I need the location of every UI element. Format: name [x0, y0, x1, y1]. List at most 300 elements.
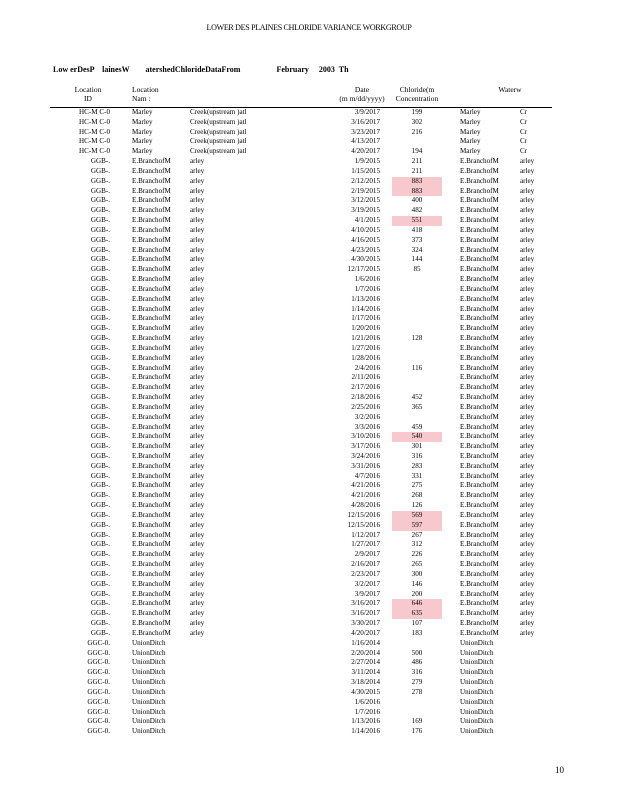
cell-chloride: 418 — [411, 225, 423, 234]
cell-location-name-cont: arley — [190, 422, 205, 431]
cell-location-name: Marley — [132, 117, 153, 126]
cell-waterway-cont: arley — [520, 275, 535, 284]
cell-location-name: E.BranchofM — [132, 520, 171, 529]
cell-location-id: GGC-0. — [87, 717, 110, 726]
table-row — [50, 472, 552, 482]
table-row — [50, 423, 552, 433]
cell-location-name-cont: arley — [190, 471, 205, 480]
cell-location-id: GGB-. — [90, 324, 110, 333]
cell-location-name: E.BranchofM — [132, 324, 171, 333]
cell-location-name-cont: arley — [190, 520, 205, 529]
cell-waterway-cont: arley — [520, 255, 535, 264]
cell-date: 1/12/2017 — [351, 530, 380, 539]
header-date: Date (m m/dd/yyyy) — [339, 85, 385, 103]
cell-waterway: E.BranchofM — [460, 304, 499, 313]
cell-location-id: GGC-0. — [87, 697, 110, 706]
table-caption: Low erDesP lainesW atershedChlorideDataFrom February 2003 Th — [53, 65, 349, 74]
cell-date: 1/28/2016 — [351, 353, 380, 362]
table-row — [50, 265, 552, 275]
cell-location-id: GGB-. — [90, 451, 110, 460]
table-row — [50, 481, 552, 491]
cell-location-id: GGB-. — [90, 520, 110, 529]
cell-waterway: E.BranchofM — [460, 491, 499, 500]
cell-chloride: 85 — [413, 265, 421, 274]
cell-waterway-cont: arley — [520, 569, 535, 578]
table-row — [50, 491, 552, 501]
cell-waterway-cont: arley — [520, 471, 535, 480]
cell-waterway: E.BranchofM — [460, 550, 499, 559]
cell-location-name-cont: arley — [190, 501, 205, 510]
cell-location-id: GGB-. — [90, 304, 110, 313]
cell-waterway: E.BranchofM — [460, 314, 499, 323]
cell-waterway: E.BranchofM — [460, 343, 499, 352]
cell-location-id: GGC-0. — [87, 678, 110, 687]
cell-date: 3/19/2015 — [351, 206, 380, 215]
cell-chloride: 486 — [411, 658, 423, 667]
cell-location-id: GGB-. — [90, 393, 110, 402]
cell-location-name: Marley — [132, 127, 153, 136]
cell-chloride: 452 — [411, 393, 423, 402]
cell-location-name: E.BranchofM — [132, 510, 171, 519]
cell-location-id: GGB-. — [90, 560, 110, 569]
table-row — [50, 619, 552, 629]
cell-waterway-cont: arley — [520, 186, 535, 195]
cell-chloride: 482 — [411, 206, 423, 215]
cell-waterway: E.BranchofM — [460, 569, 499, 578]
cell-waterway-cont: arley — [520, 324, 535, 333]
cell-waterway: E.BranchofM — [460, 461, 499, 470]
cell-chloride: 316 — [411, 451, 423, 460]
cell-location-id: GGB-. — [90, 569, 110, 578]
cell-location-name-cont: arley — [190, 461, 205, 470]
cell-location-name-cont: arley — [190, 255, 205, 264]
cell-location-id: GGB-. — [90, 550, 110, 559]
cell-location-name-cont: arley — [190, 402, 205, 411]
cell-location-name-cont: Creek(upstream )atl — [190, 137, 247, 146]
cell-chloride: 200 — [411, 589, 423, 598]
cell-waterway-cont: arley — [520, 245, 535, 254]
table-row — [50, 196, 552, 206]
table-row — [50, 246, 552, 256]
table-row — [50, 236, 552, 246]
cell-location-name-cont: arley — [190, 166, 205, 175]
cell-waterway: E.BranchofM — [460, 402, 499, 411]
data-table-body — [50, 108, 552, 737]
cell-location-id: GGB-. — [90, 422, 110, 431]
cell-location-name-cont: arley — [190, 530, 205, 539]
header-location-name: Location Nam : — [132, 85, 159, 103]
cell-location-id: GGB-. — [90, 284, 110, 293]
cell-date: 1/9/2015 — [354, 157, 380, 166]
cell-location-id: GGB-. — [90, 176, 110, 185]
cell-location-id: GGB-. — [90, 619, 110, 628]
cell-date: 4/10/2015 — [351, 225, 380, 234]
cell-location-name-cont: arley — [190, 589, 205, 598]
cell-date: 3/24/2016 — [351, 451, 380, 460]
cell-location-name: E.BranchofM — [132, 314, 171, 323]
cell-waterway-cont: arley — [520, 510, 535, 519]
cell-location-name-cont: arley — [190, 491, 205, 500]
header-waterway: Waterw — [498, 85, 522, 94]
cell-location-id: GGB-. — [90, 225, 110, 234]
table-row — [50, 157, 552, 167]
cell-chloride: 551 — [392, 216, 442, 226]
cell-chloride: 211 — [411, 166, 423, 175]
cell-location-name: E.BranchofM — [132, 402, 171, 411]
cell-location-name: E.BranchofM — [132, 383, 171, 392]
cell-location-id: HC-M C-0 — [79, 147, 110, 156]
cell-chloride: 226 — [411, 550, 423, 559]
cell-location-id: GGB-. — [90, 363, 110, 372]
table-row — [50, 570, 552, 580]
cell-waterway: E.BranchofM — [460, 481, 499, 490]
cell-date: 2/19/2015 — [351, 186, 380, 195]
cell-chloride: 107 — [411, 619, 423, 628]
cell-waterway-cont: arley — [520, 599, 535, 608]
table-row — [50, 137, 552, 147]
cell-waterway: UnionDitch — [460, 678, 494, 687]
cell-location-id: GGB-. — [90, 628, 110, 637]
cell-chloride: 211 — [411, 157, 423, 166]
cell-location-id: GGB-. — [90, 294, 110, 303]
cell-location-id: GGB-. — [90, 206, 110, 215]
table-row — [50, 364, 552, 374]
cell-location-name-cont: arley — [190, 216, 205, 225]
cell-waterway-cont: arley — [520, 422, 535, 431]
cell-location-id: GGB-. — [90, 530, 110, 539]
cell-location-id: GGB-. — [90, 216, 110, 225]
cell-date: 4/30/2015 — [351, 255, 380, 264]
table-row — [50, 629, 552, 639]
header-chloride: Chloride(m Concentration — [395, 85, 439, 103]
cell-date: 4/21/2016 — [351, 491, 380, 500]
cell-location-id: GGB-. — [90, 461, 110, 470]
cell-date: 2/25/2016 — [351, 402, 380, 411]
cell-waterway: E.BranchofM — [460, 255, 499, 264]
cell-chloride: 216 — [411, 127, 423, 136]
cell-waterway: E.BranchofM — [460, 294, 499, 303]
cell-location-id: GGC-0. — [87, 668, 110, 677]
cell-location-name-cont: Creek(upstream )atl — [190, 117, 247, 126]
cell-date: 1/20/2016 — [351, 324, 380, 333]
cell-chloride: 301 — [411, 442, 423, 451]
cell-waterway-cont: arley — [520, 402, 535, 411]
cell-location-id: GGB-. — [90, 481, 110, 490]
cell-chloride: 128 — [411, 334, 423, 343]
table-row — [50, 285, 552, 295]
cell-location-name: E.BranchofM — [132, 471, 171, 480]
cell-date: 3/9/2017 — [354, 589, 380, 598]
cell-waterway-cont: arley — [520, 304, 535, 313]
cell-chloride: 183 — [411, 628, 423, 637]
cell-chloride: 268 — [411, 491, 423, 500]
cell-location-id: GGB-. — [90, 245, 110, 254]
cell-location-name: E.BranchofM — [132, 245, 171, 254]
cell-location-name: E.BranchofM — [132, 412, 171, 421]
cell-location-name-cont: arley — [190, 363, 205, 372]
cell-location-id: HC-M C-0 — [79, 108, 110, 116]
cell-location-name: UnionDitch — [132, 707, 166, 716]
cell-location-name: E.BranchofM — [132, 304, 171, 313]
cell-location-name-cont: arley — [190, 157, 205, 166]
table-row — [50, 383, 552, 393]
cell-waterway: E.BranchofM — [460, 284, 499, 293]
table-row — [50, 649, 552, 659]
cell-chloride: 883 — [392, 177, 442, 187]
cell-waterway-cont: arley — [520, 235, 535, 244]
cell-waterway: E.BranchofM — [460, 560, 499, 569]
cell-location-id: GGB-. — [90, 255, 110, 264]
cell-location-name-cont: arley — [190, 373, 205, 382]
cell-waterway-cont: arley — [520, 314, 535, 323]
cell-location-id: GGB-. — [90, 235, 110, 244]
cell-location-name: UnionDitch — [132, 727, 166, 736]
table-row — [50, 295, 552, 305]
cell-location-name: E.BranchofM — [132, 363, 171, 372]
cell-location-id: GGB-. — [90, 540, 110, 549]
table-row — [50, 216, 552, 226]
cell-location-name: E.BranchofM — [132, 560, 171, 569]
cell-waterway: E.BranchofM — [460, 235, 499, 244]
cell-waterway: E.BranchofM — [460, 324, 499, 333]
cell-date: 2/16/2017 — [351, 560, 380, 569]
table-row — [50, 540, 552, 550]
cell-waterway-cont: arley — [520, 628, 535, 637]
cell-waterway: UnionDitch — [460, 727, 494, 736]
cell-waterway: E.BranchofM — [460, 579, 499, 588]
cell-date: 12/17/2015 — [347, 265, 380, 274]
table-row — [50, 108, 552, 118]
cell-waterway: E.BranchofM — [460, 216, 499, 225]
cell-date: 2/17/2016 — [351, 383, 380, 392]
cell-location-name: Marley — [132, 147, 153, 156]
cell-date: 3/16/2017 — [351, 117, 380, 126]
cell-date: 4/20/2017 — [351, 628, 380, 637]
cell-chloride: 312 — [411, 540, 423, 549]
cell-waterway: Marley — [460, 108, 481, 116]
cell-location-name: UnionDitch — [132, 658, 166, 667]
cell-location-name-cont: arley — [190, 265, 205, 274]
cell-location-name: E.BranchofM — [132, 284, 171, 293]
cell-location-name: E.BranchofM — [132, 334, 171, 343]
cell-waterway-cont: arley — [520, 432, 535, 441]
cell-chloride: 569 — [392, 511, 442, 521]
cell-waterway: E.BranchofM — [460, 363, 499, 372]
cell-location-id: GGB-. — [90, 196, 110, 205]
table-row — [50, 688, 552, 698]
cell-date: 2/9/2017 — [354, 550, 380, 559]
cell-waterway-cont: arley — [520, 609, 535, 618]
cell-date: 1/7/2016 — [354, 707, 380, 716]
cell-date: 1/17/2016 — [351, 314, 380, 323]
cell-location-name-cont: arley — [190, 383, 205, 392]
cell-waterway: UnionDitch — [460, 638, 494, 647]
cell-waterway-cont: Cr — [520, 137, 528, 146]
table-row — [50, 314, 552, 324]
cell-date: 3/16/2017 — [351, 599, 380, 608]
cell-location-name-cont: arley — [190, 314, 205, 323]
cell-location-name-cont: arley — [190, 481, 205, 490]
cell-location-name: E.BranchofM — [132, 206, 171, 215]
table-row — [50, 511, 552, 521]
cell-waterway-cont: arley — [520, 353, 535, 362]
cell-waterway: E.BranchofM — [460, 442, 499, 451]
cell-location-name-cont: arley — [190, 412, 205, 421]
cell-location-name: E.BranchofM — [132, 255, 171, 264]
cell-waterway: UnionDitch — [460, 707, 494, 716]
cell-chloride: 283 — [411, 461, 423, 470]
cell-location-id: GGB-. — [90, 275, 110, 284]
cell-date: 4/13/2017 — [351, 137, 380, 146]
cell-chloride: 267 — [411, 530, 423, 539]
cell-date: 1/27/2017 — [351, 540, 380, 549]
cell-waterway-cont: arley — [520, 393, 535, 402]
cell-waterway: E.BranchofM — [460, 471, 499, 480]
cell-waterway: E.BranchofM — [460, 510, 499, 519]
cell-location-name-cont: arley — [190, 579, 205, 588]
cell-date: 4/30/2015 — [351, 687, 380, 696]
table-row — [50, 678, 552, 688]
cell-waterway-cont: arley — [520, 491, 535, 500]
cell-location-name: E.BranchofM — [132, 186, 171, 195]
cell-location-id: GGB-. — [90, 186, 110, 195]
cell-waterway-cont: arley — [520, 157, 535, 166]
cell-waterway-cont: arley — [520, 363, 535, 372]
page-title: LOWER DES PLAINES CHLORIDE VARIANCE WORKGROUP — [206, 23, 412, 32]
cell-location-name: UnionDitch — [132, 648, 166, 657]
table-row — [50, 639, 552, 649]
cell-location-name: E.BranchofM — [132, 393, 171, 402]
table-row — [50, 255, 552, 265]
cell-waterway: Marley — [460, 127, 481, 136]
cell-location-id: GGB-. — [90, 373, 110, 382]
cell-waterway: E.BranchofM — [460, 432, 499, 441]
cell-location-name-cont: arley — [190, 176, 205, 185]
table-row — [50, 354, 552, 364]
cell-date: 3/30/2017 — [351, 619, 380, 628]
cell-chloride: 144 — [411, 255, 423, 264]
cell-location-name: E.BranchofM — [132, 569, 171, 578]
cell-location-id: GGB-. — [90, 353, 110, 362]
cell-waterway: E.BranchofM — [460, 206, 499, 215]
cell-chloride: 146 — [411, 579, 423, 588]
cell-location-name-cont: arley — [190, 540, 205, 549]
table-row — [50, 560, 552, 570]
cell-location-name: E.BranchofM — [132, 373, 171, 382]
cell-location-name: UnionDitch — [132, 717, 166, 726]
cell-waterway: UnionDitch — [460, 717, 494, 726]
cell-date: 1/6/2016 — [354, 275, 380, 284]
table-row — [50, 344, 552, 354]
cell-date: 4/1/2015 — [354, 216, 380, 225]
cell-location-name: E.BranchofM — [132, 166, 171, 175]
cell-date: 1/13/2016 — [351, 717, 380, 726]
cell-waterway: E.BranchofM — [460, 599, 499, 608]
cell-chloride: 646 — [392, 599, 442, 609]
cell-location-id: GGB-. — [90, 432, 110, 441]
cell-location-name: E.BranchofM — [132, 225, 171, 234]
cell-location-name-cont: arley — [190, 235, 205, 244]
cell-waterway-cont: arley — [520, 294, 535, 303]
cell-chloride: 331 — [411, 471, 423, 480]
cell-waterway: E.BranchofM — [460, 412, 499, 421]
cell-location-id: GGB-. — [90, 343, 110, 352]
cell-waterway: E.BranchofM — [460, 225, 499, 234]
table-row — [50, 305, 552, 315]
cell-waterway-cont: arley — [520, 206, 535, 215]
cell-location-name-cont: arley — [190, 442, 205, 451]
cell-waterway: E.BranchofM — [460, 196, 499, 205]
cell-location-name: E.BranchofM — [132, 599, 171, 608]
cell-chloride: 199 — [411, 108, 423, 116]
cell-date: 1/27/2016 — [351, 343, 380, 352]
table-row — [50, 708, 552, 718]
cell-location-name: E.BranchofM — [132, 442, 171, 451]
cell-location-id: GGB-. — [90, 402, 110, 411]
cell-location-name-cont: arley — [190, 432, 205, 441]
table-row — [50, 167, 552, 177]
cell-waterway: E.BranchofM — [460, 451, 499, 460]
cell-date: 2/18/2016 — [351, 393, 380, 402]
table-row — [50, 432, 552, 442]
cell-waterway-cont: arley — [520, 343, 535, 352]
cell-waterway: E.BranchofM — [460, 540, 499, 549]
cell-location-name-cont: arley — [190, 628, 205, 637]
cell-date: 1/7/2016 — [354, 284, 380, 293]
cell-location-id: GGB-. — [90, 599, 110, 608]
table-row — [50, 550, 552, 560]
cell-date: 3/3/2016 — [354, 422, 380, 431]
cell-date: 2/12/2015 — [351, 176, 380, 185]
cell-waterway-cont: arley — [520, 196, 535, 205]
cell-location-id: HC-M C-0 — [79, 117, 110, 126]
cell-location-name-cont: arley — [190, 186, 205, 195]
cell-location-id: GGC-0. — [87, 727, 110, 736]
cell-waterway-cont: arley — [520, 383, 535, 392]
table-row — [50, 521, 552, 531]
cell-chloride: 365 — [411, 402, 423, 411]
cell-location-name: E.BranchofM — [132, 451, 171, 460]
cell-location-name-cont: arley — [190, 550, 205, 559]
cell-date: 12/15/2016 — [347, 520, 380, 529]
table-row — [50, 187, 552, 197]
cell-waterway: E.BranchofM — [460, 176, 499, 185]
cell-location-name-cont: Creek(upstream )atl — [190, 108, 247, 116]
cell-location-id: GGB-. — [90, 579, 110, 588]
table-row — [50, 501, 552, 511]
cell-location-name: E.BranchofM — [132, 275, 171, 284]
cell-date: 1/21/2016 — [351, 334, 380, 343]
cell-location-name: E.BranchofM — [132, 579, 171, 588]
cell-location-name: E.BranchofM — [132, 550, 171, 559]
cell-location-name-cont: arley — [190, 196, 205, 205]
cell-date: 3/12/2015 — [351, 196, 380, 205]
cell-waterway: E.BranchofM — [460, 530, 499, 539]
cell-waterway: E.BranchofM — [460, 275, 499, 284]
table-row — [50, 334, 552, 344]
cell-waterway-cont: Cr — [520, 147, 528, 156]
cell-waterway: UnionDitch — [460, 697, 494, 706]
cell-location-name: E.BranchofM — [132, 294, 171, 303]
cell-chloride: 169 — [411, 717, 423, 726]
cell-chloride: 265 — [411, 560, 423, 569]
cell-waterway-cont: arley — [520, 373, 535, 382]
cell-date: 3/2/2017 — [354, 579, 380, 588]
cell-location-name: E.BranchofM — [132, 501, 171, 510]
cell-date: 4/7/2016 — [354, 471, 380, 480]
table-row — [50, 531, 552, 541]
cell-chloride: 500 — [411, 648, 423, 657]
